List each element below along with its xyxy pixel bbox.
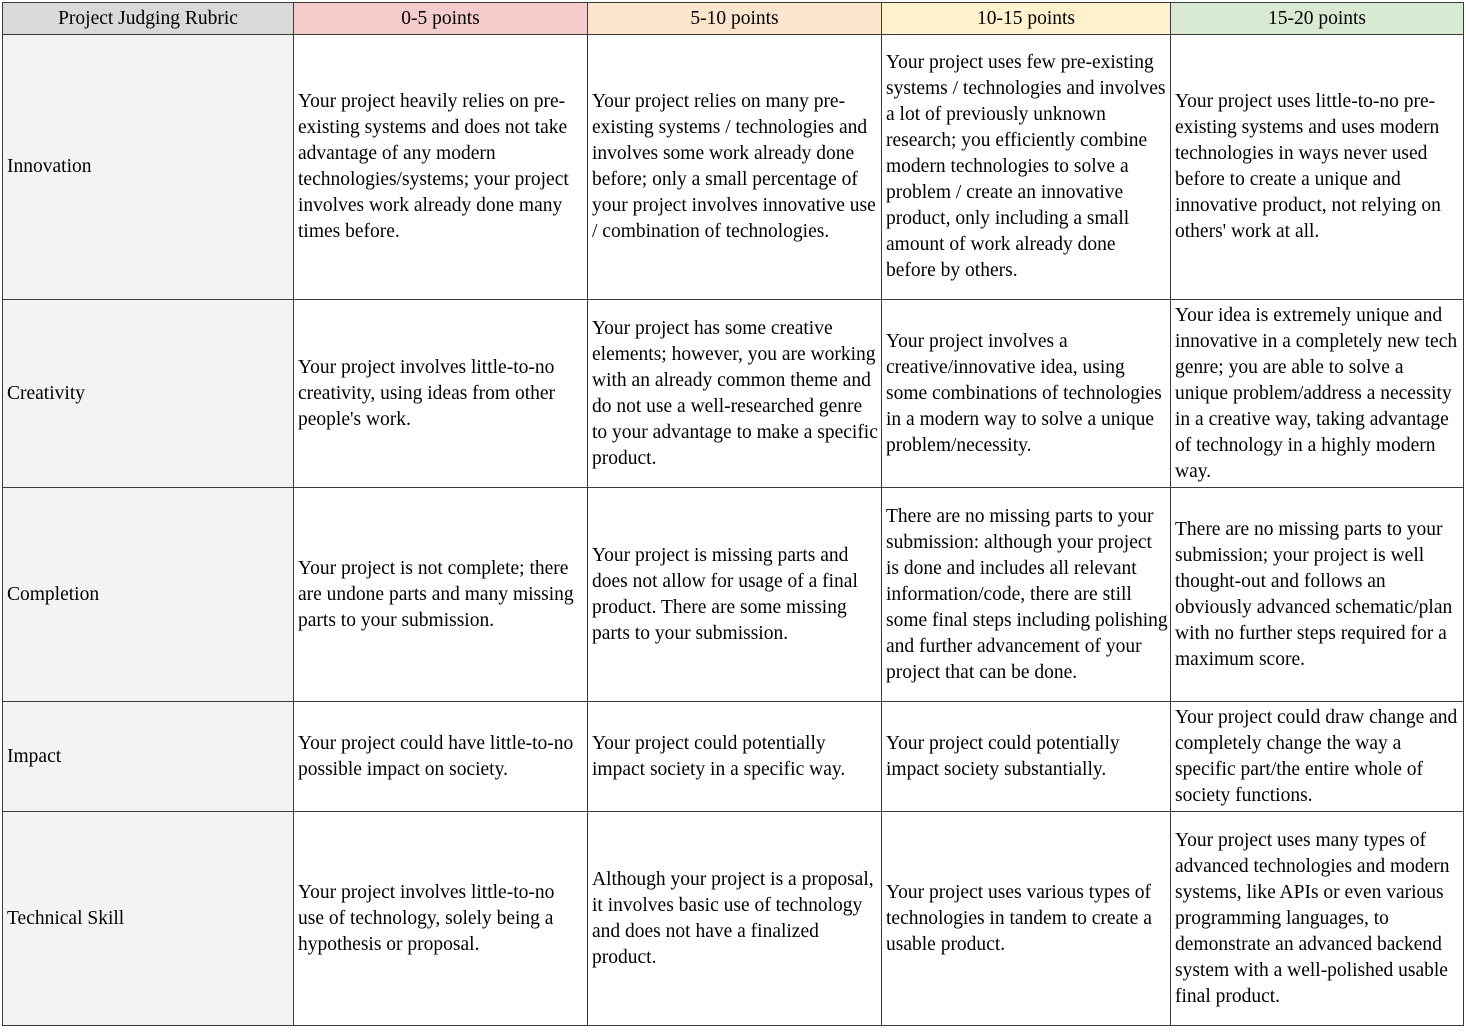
rubric-cell: Your project has some creative elements; however, you are working with an already common theme and do not use a well-researched genre to your advantage to make a specific product. (588, 300, 882, 488)
judging-rubric-table (2, 2, 1464, 1026)
rubric-cell: Your project is missing parts and does not allow for usage of a final product. There are some missing parts to your submission. (588, 488, 882, 702)
rubric-cell: Although your project is a proposal, it involves basic use of technology and does not have a finalized product. (588, 812, 882, 1026)
header-row (3, 3, 1464, 35)
criterion-cell: Innovation (3, 35, 294, 300)
rubric-cell: Your project uses various types of technologies in tandem to create a usable product. (882, 812, 1171, 1026)
rubric-cell: Your idea is extremely unique and innovative in a completely new tech genre; you are able to solve a unique problem/address a necessity in a creative way, taking advantage of technology in a highly modern way. (1171, 300, 1464, 488)
score-column-header-15-20: 15-20 points (1171, 3, 1464, 35)
rubric-cell: Your project is not complete; there are undone parts and many missing parts to your submission. (294, 488, 588, 702)
table-row-impact (3, 702, 1464, 812)
criterion-cell: Technical Skill (3, 812, 294, 1026)
rubric-cell: Your project could draw change and completely change the way a specific part/the entire whole of society functions. (1171, 702, 1464, 812)
rubric-cell: Your project could have little-to-no possible impact on society. (294, 702, 588, 812)
table-row-innovation (3, 35, 1464, 300)
table-row-creativity (3, 300, 1464, 488)
score-column-header-10-15: 10-15 points (882, 3, 1171, 35)
rubric-cell: Your project heavily relies on pre-existing systems and does not take advantage of any modern technologies/systems; your project involves work already done many times before. (294, 35, 588, 300)
rubric-cell: Your project involves little-to-no use of technology, solely being a hypothesis or proposal. (294, 812, 588, 1026)
score-column-header-0-5: 0-5 points (294, 3, 588, 35)
table-row-technical-skill (3, 812, 1464, 1026)
rubric-cell: Your project uses little-to-no pre-existing systems and uses modern technologies in ways never used before to create a unique and innovative product, not relying on others' work at all. (1171, 35, 1464, 300)
rubric-cell: Your project uses few pre-existing systems / technologies and involves a lot of previously unknown research; you efficiently combine modern technologies to solve a problem / create an innovative product, only including a small amount of work already done before by others. (882, 35, 1171, 300)
rubric-cell: Your project uses many types of advanced technologies and modern systems, like APIs or even various programming languages, to demonstrate an advanced backend system with a well-polished usable final product. (1171, 812, 1464, 1026)
rubric-cell: Your project could potentially impact society substantially. (882, 702, 1171, 812)
rubric-cell: Your project relies on many pre-existing systems / technologies and involves some work already done before; only a small percentage of your project involves innovative use / combination of technologies. (588, 35, 882, 300)
criterion-cell: Impact (3, 702, 294, 812)
rubric-cell: Your project involves a creative/innovative idea, using some combinations of technologies in a modern way to solve a unique problem/necessity. (882, 300, 1171, 488)
criterion-cell: Creativity (3, 300, 294, 488)
rubric-cell: Your project involves little-to-no creativity, using ideas from other people's work. (294, 300, 588, 488)
rubric-title-header: Project Judging Rubric (3, 3, 294, 35)
score-column-header-5-10: 5-10 points (588, 3, 882, 35)
table-row-completion (3, 488, 1464, 702)
rubric-cell: There are no missing parts to your submission; your project is well thought-out and follows an obviously advanced schematic/plan with no further steps required for a maximum score. (1171, 488, 1464, 702)
rubric-cell: There are no missing parts to your submission: although your project is done and includes all relevant information/code, there are still some final steps including polishing and further advancement of your project that can be done. (882, 488, 1171, 702)
criterion-cell: Completion (3, 488, 294, 702)
rubric-cell: Your project could potentially impact society in a specific way. (588, 702, 882, 812)
